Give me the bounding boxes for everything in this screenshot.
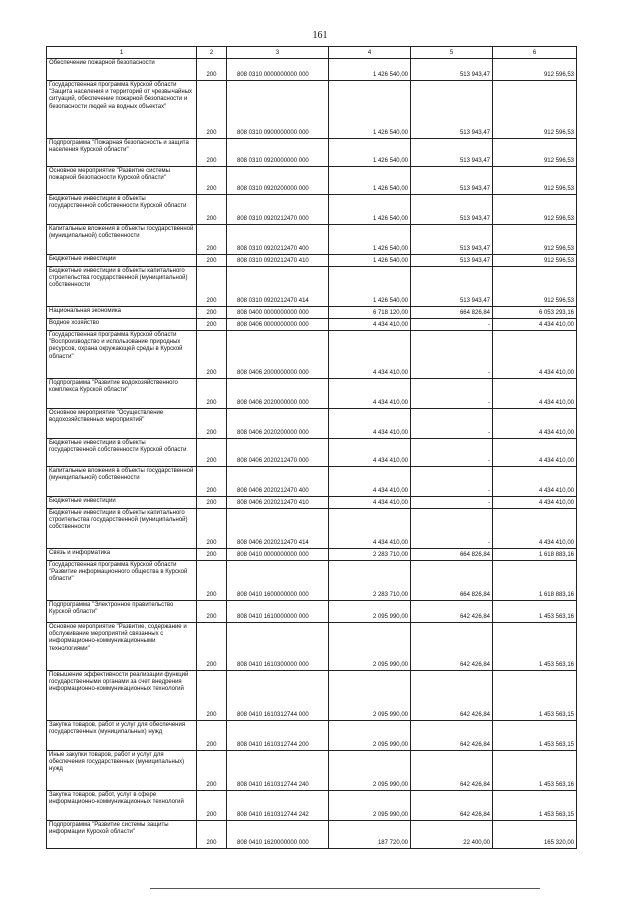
line-item-name: Бюджетные инвестиции в объекты капитального строительства государственной (муниципальной) собственности [47, 509, 197, 549]
line-item-name: Бюджетные инвестиции в объекты государственной собственности Курской области [47, 195, 197, 225]
table-row [47, 267, 577, 307]
line-item-name: Повышение эффективности реализации функций государственными органами за счет внедрения информационно-коммуникационных технологий [47, 671, 197, 721]
table-row [47, 167, 577, 195]
unexecuted-amount: 4 434 410,00 [493, 409, 577, 439]
line-item-name: Бюджетные инвестиции в объекты государственной собственности Курской области [47, 439, 197, 467]
line-code: 200 [197, 331, 227, 379]
unexecuted-amount: 912 596,53 [493, 167, 577, 195]
budget-classification-code: 808 0406 2020000000 000 [227, 379, 329, 409]
approved-amount: 6 718 120,00 [329, 307, 411, 319]
unexecuted-amount: 1 453 563,16 [493, 623, 577, 671]
budget-classification-code: 808 0410 1610300000 000 [227, 623, 329, 671]
budget-classification-code: 808 0406 2000000000 000 [227, 331, 329, 379]
unexecuted-amount: 1 453 563,15 [493, 791, 577, 821]
table-row [47, 821, 577, 849]
column-header: 4 [329, 47, 411, 59]
line-code: 200 [197, 721, 227, 751]
unexecuted-amount: 4 434 410,00 [493, 319, 577, 331]
executed-amount: 513 943,47 [411, 267, 493, 307]
executed-amount: - [411, 439, 493, 467]
line-item-name: Бюджетные инвестиции [47, 497, 197, 509]
table-row [47, 721, 577, 751]
table-header-row [47, 47, 577, 59]
unexecuted-amount: 912 596,53 [493, 195, 577, 225]
line-code: 200 [197, 439, 227, 467]
executed-amount: 513 943,47 [411, 255, 493, 267]
budget-classification-code: 808 0410 1610312744 240 [227, 751, 329, 791]
executed-amount: 513 943,47 [411, 195, 493, 225]
approved-amount: 1 426 540,00 [329, 167, 411, 195]
executed-amount: 642 426,84 [411, 751, 493, 791]
executed-amount: - [411, 497, 493, 509]
unexecuted-amount: 4 434 410,00 [493, 439, 577, 467]
line-item-name: Бюджетные инвестиции в объекты капитального строительства государственной (муниципальной) собственности [47, 267, 197, 307]
budget-classification-code: 808 0400 0000000000 000 [227, 307, 329, 319]
unexecuted-amount: 912 596,53 [493, 81, 577, 139]
line-item-name: Закупка товаров, работ, услуг в сфере информационно-коммуникационных технологий [47, 791, 197, 821]
line-code: 200 [197, 791, 227, 821]
table-row [47, 561, 577, 601]
table-row [47, 225, 577, 255]
line-code: 200 [197, 59, 227, 81]
table-row [47, 467, 577, 497]
budget-classification-code: 808 0310 0920212470 414 [227, 267, 329, 307]
table-row [47, 81, 577, 139]
table-row [47, 255, 577, 267]
line-code: 200 [197, 81, 227, 139]
budget-classification-code: 808 0406 0000000000 000 [227, 319, 329, 331]
table-row [47, 671, 577, 721]
approved-amount: 1 426 540,00 [329, 267, 411, 307]
unexecuted-amount: 1 453 563,15 [493, 721, 577, 751]
budget-classification-code: 808 0410 1610312744 000 [227, 671, 329, 721]
executed-amount: - [411, 331, 493, 379]
line-item-name: Национальная экономика [47, 307, 197, 319]
line-item-name: Капитальные вложения в объекты государственной (муниципальной) собственности [47, 467, 197, 497]
executed-amount: - [411, 409, 493, 439]
approved-amount: 2 095 990,00 [329, 601, 411, 623]
line-code: 200 [197, 821, 227, 849]
line-code: 200 [197, 623, 227, 671]
executed-amount: - [411, 379, 493, 409]
executed-amount: 642 426,84 [411, 671, 493, 721]
line-item-name: Основное мероприятие "Развитие, содержание и обслуживание мероприятий связанных с информационно-коммуникационными технологиями" [47, 623, 197, 671]
executed-amount: 513 943,47 [411, 59, 493, 81]
line-item-name: Подпрограмма "Электронное правительство Курской области" [47, 601, 197, 623]
budget-classification-code: 808 0410 1610312744 242 [227, 791, 329, 821]
column-header: 3 [227, 47, 329, 59]
table-row [47, 379, 577, 409]
approved-amount: 4 434 410,00 [329, 319, 411, 331]
line-item-name: Связь и информатика [47, 549, 197, 561]
approved-amount: 4 434 410,00 [329, 379, 411, 409]
executed-amount: - [411, 467, 493, 497]
approved-amount: 4 434 410,00 [329, 509, 411, 549]
unexecuted-amount: 1 453 563,15 [493, 671, 577, 721]
line-code: 200 [197, 307, 227, 319]
executed-amount: 664 826,84 [411, 561, 493, 601]
table-row [47, 601, 577, 623]
table-row [47, 195, 577, 225]
table-row [47, 439, 577, 467]
executed-amount: 642 426,84 [411, 721, 493, 751]
executed-amount: 22 400,00 [411, 821, 493, 849]
approved-amount: 187 720,00 [329, 821, 411, 849]
executed-amount: 513 943,47 [411, 139, 493, 167]
approved-amount: 4 434 410,00 [329, 331, 411, 379]
line-code: 200 [197, 319, 227, 331]
approved-amount: 2 095 990,00 [329, 791, 411, 821]
line-item-name: Обеспечение пожарной безопасности [47, 59, 197, 81]
line-code: 200 [197, 255, 227, 267]
table-row [47, 751, 577, 791]
budget-classification-code: 808 0406 2020200000 000 [227, 409, 329, 439]
line-code: 200 [197, 267, 227, 307]
budget-classification-code: 808 0406 2020212470 000 [227, 439, 329, 467]
executed-amount: - [411, 509, 493, 549]
line-item-name: Водное хозяйство [47, 319, 197, 331]
budget-classification-code: 808 0410 1610312744 200 [227, 721, 329, 751]
unexecuted-amount: 912 596,53 [493, 255, 577, 267]
line-code: 200 [197, 497, 227, 509]
unexecuted-amount: 1 618 883,16 [493, 549, 577, 561]
line-item-name: Подпрограмма "Развитие водохозяйственного комплекса Курской области" [47, 379, 197, 409]
line-item-name: Государственная программа Курской области "Защита населения и территорий от чрезвычайных ситуаций, обеспечение пожарной безопасности и безопасности людей на водных объектах" [47, 81, 197, 139]
unexecuted-amount: 4 434 410,00 [493, 497, 577, 509]
budget-classification-code: 808 0310 0920212470 410 [227, 255, 329, 267]
approved-amount: 2 095 990,00 [329, 623, 411, 671]
footer-divider [150, 888, 540, 889]
column-header: 1 [47, 47, 197, 59]
executed-amount: 664 826,84 [411, 549, 493, 561]
line-item-name: Иные закупки товаров, работ и услуг для обеспечения государственных (муниципальных) нужд [47, 751, 197, 791]
line-item-name: Государственная программа Курской области "Воспроизводство и использование природных ресурсов, охрана окружающей среды в Курской области" [47, 331, 197, 379]
unexecuted-amount: 4 434 410,00 [493, 509, 577, 549]
line-code: 200 [197, 195, 227, 225]
budget-classification-code: 808 0410 0000000000 000 [227, 549, 329, 561]
approved-amount: 1 426 540,00 [329, 195, 411, 225]
unexecuted-amount: 165 320,00 [493, 821, 577, 849]
column-header: 6 [493, 47, 577, 59]
approved-amount: 1 426 540,00 [329, 255, 411, 267]
budget-classification-code: 808 0310 0900000000 000 [227, 81, 329, 139]
table-row [47, 139, 577, 167]
budget-classification-code: 808 0406 2020212470 414 [227, 509, 329, 549]
page-number: 161 [312, 30, 328, 41]
line-item-name: Закупка товаров, работ и услуг для обеспечения государственных (муниципальных) нужд [47, 721, 197, 751]
approved-amount: 2 095 990,00 [329, 721, 411, 751]
line-code: 200 [197, 751, 227, 791]
unexecuted-amount: 6 053 293,16 [493, 307, 577, 319]
unexecuted-amount: 912 596,53 [493, 267, 577, 307]
budget-classification-code: 808 0310 0920200000 000 [227, 167, 329, 195]
line-code: 200 [197, 139, 227, 167]
line-item-name: Капитальные вложения в объекты государственной (муниципальной) собственности [47, 225, 197, 255]
line-code: 200 [197, 467, 227, 497]
budget-classification-code: 808 0310 0920000000 000 [227, 139, 329, 167]
unexecuted-amount: 1 453 563,16 [493, 751, 577, 791]
budget-classification-code: 808 0310 0920212470 000 [227, 195, 329, 225]
column-header: 5 [411, 47, 493, 59]
unexecuted-amount: 912 596,53 [493, 59, 577, 81]
budget-classification-code: 808 0410 1610000000 000 [227, 601, 329, 623]
table-row [47, 791, 577, 821]
executed-amount: 642 426,84 [411, 791, 493, 821]
table-row [47, 497, 577, 509]
line-code: 200 [197, 379, 227, 409]
unexecuted-amount: 4 434 410,00 [493, 467, 577, 497]
table-row [47, 59, 577, 81]
line-code: 200 [197, 549, 227, 561]
budget-classification-code: 808 0410 1600000000 000 [227, 561, 329, 601]
unexecuted-amount: 4 434 410,00 [493, 379, 577, 409]
executed-amount: 513 943,47 [411, 225, 493, 255]
line-item-name: Подпрограмма "Пожарная безопасность и защита населения Курской области" [47, 139, 197, 167]
budget-classification-code: 808 0406 2020212470 400 [227, 467, 329, 497]
table-row [47, 409, 577, 439]
approved-amount: 1 426 540,00 [329, 81, 411, 139]
approved-amount: 4 434 410,00 [329, 467, 411, 497]
executed-amount: 513 943,47 [411, 167, 493, 195]
unexecuted-amount: 912 596,53 [493, 139, 577, 167]
unexecuted-amount: 1 453 563,16 [493, 601, 577, 623]
approved-amount: 1 426 540,00 [329, 59, 411, 81]
approved-amount: 1 426 540,00 [329, 139, 411, 167]
line-code: 200 [197, 601, 227, 623]
approved-amount: 4 434 410,00 [329, 439, 411, 467]
budget-classification-code: 808 0406 2020212470 410 [227, 497, 329, 509]
unexecuted-amount: 4 434 410,00 [493, 331, 577, 379]
approved-amount: 4 434 410,00 [329, 497, 411, 509]
table-row [47, 331, 577, 379]
column-header: 2 [197, 47, 227, 59]
unexecuted-amount: 912 596,53 [493, 225, 577, 255]
budget-execution-table [46, 46, 577, 849]
line-item-name: Государственная программа Курской области "Развитие информационного общества в Курской области" [47, 561, 197, 601]
approved-amount: 1 426 540,00 [329, 225, 411, 255]
approved-amount: 2 283 710,00 [329, 549, 411, 561]
line-item-name: Основное мероприятие "Развитие системы пожарной безопасности Курской области" [47, 167, 197, 195]
executed-amount: - [411, 319, 493, 331]
line-code: 200 [197, 509, 227, 549]
line-item-name: Основное мероприятие "Осуществление водохозяйственных мероприятий" [47, 409, 197, 439]
executed-amount: 642 426,84 [411, 601, 493, 623]
budget-classification-code: 808 0410 1620000000 000 [227, 821, 329, 849]
approved-amount: 4 434 410,00 [329, 409, 411, 439]
table-body [47, 59, 577, 849]
executed-amount: 642 426,84 [411, 623, 493, 671]
budget-classification-code: 808 0310 0000000000 000 [227, 59, 329, 81]
table-row [47, 549, 577, 561]
line-code: 200 [197, 167, 227, 195]
executed-amount: 513 943,47 [411, 81, 493, 139]
line-item-name: Бюджетные инвестиции [47, 255, 197, 267]
table-row [47, 319, 577, 331]
line-code: 200 [197, 225, 227, 255]
table-row [47, 307, 577, 319]
table-row [47, 623, 577, 671]
budget-classification-code: 808 0310 0920212470 400 [227, 225, 329, 255]
line-code: 200 [197, 671, 227, 721]
executed-amount: 664 826,84 [411, 307, 493, 319]
line-item-name: Подпрограмма "Развитие системы защиты информации Курской области" [47, 821, 197, 849]
approved-amount: 2 095 990,00 [329, 671, 411, 721]
line-code: 200 [197, 561, 227, 601]
approved-amount: 2 095 990,00 [329, 751, 411, 791]
approved-amount: 2 283 710,00 [329, 561, 411, 601]
unexecuted-amount: 1 618 883,16 [493, 561, 577, 601]
line-code: 200 [197, 409, 227, 439]
table-row [47, 509, 577, 549]
